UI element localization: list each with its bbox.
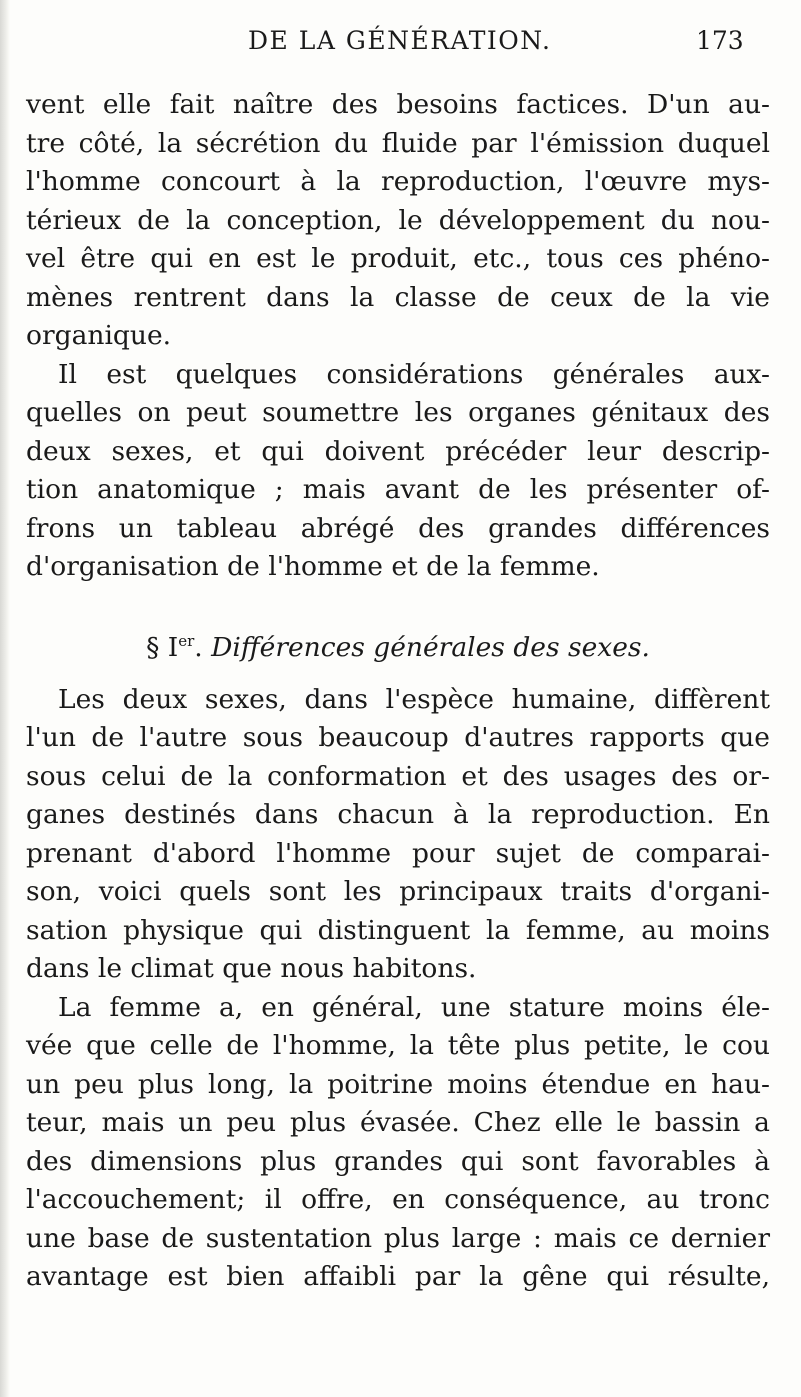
running-header xyxy=(0,20,801,80)
running-title: DE LA GÉNÉRATION. xyxy=(248,26,552,55)
section-heading xyxy=(26,615,770,667)
text-line: La femme a, en général, une stature moins éle- xyxy=(58,991,770,1023)
text-line: dans le climat que nous habitons. xyxy=(26,953,477,984)
section-number-superscript: er xyxy=(178,631,195,650)
text-line: deux sexes, et qui doivent précéder leur descrip- xyxy=(26,435,770,467)
body-text xyxy=(26,86,770,1297)
text-line: l'un de l'autre sous beaucoup d'autres rapports que xyxy=(26,722,770,753)
text-line: teur, mais un peu plus évasée. Chez elle le bassin a xyxy=(26,1107,770,1138)
text-line: frons un tableau abrégé des grandes différences xyxy=(26,512,770,544)
text-line: vel être qui en est le produit, etc., tous ces phéno- xyxy=(26,243,770,274)
paragraph-3 xyxy=(26,681,770,989)
text-line: Il est quelques considérations générales aux- xyxy=(58,358,770,390)
section-number: § I xyxy=(146,631,179,663)
text-line: organique. xyxy=(26,320,172,351)
text-line: un peu plus long, la poitrine moins étendue en hau- xyxy=(26,1068,770,1100)
paragraph-2 xyxy=(26,356,770,587)
text-line: l'homme concourt à la reproduction, l'œuvre mys- xyxy=(26,166,770,197)
page-number: 173 xyxy=(696,26,744,55)
text-line: mènes rentrent dans la classe de ceux de la vie xyxy=(26,281,770,313)
section-title: Différences générales des sexes. xyxy=(211,631,650,663)
binding-edge xyxy=(0,0,10,1397)
text-line: Les deux sexes, dans l'espèce humaine, diffèrent xyxy=(58,683,770,715)
text-line: prenant d'abord l'homme pour sujet de comparai- xyxy=(26,837,770,869)
section-separator: . xyxy=(194,631,212,663)
text-line: tre côté, la sécrétion du fluide par l'émission duquel xyxy=(26,127,770,159)
text-line: vée que celle de l'homme, la tête plus petite, le cou xyxy=(26,1030,770,1061)
text-line: une base de sustentation plus large : mais ce dernier xyxy=(26,1222,770,1254)
text-line: térieux de la conception, le développement du nou- xyxy=(26,204,770,236)
paragraph-1 xyxy=(26,86,770,356)
text-line: des dimensions plus grandes qui sont favorables à xyxy=(26,1145,770,1177)
text-line: vent elle fait naître des besoins factices. D'un au- xyxy=(26,89,770,120)
text-line: quelles on peut soumettre les organes génitaux des xyxy=(26,397,770,428)
text-line: l'accouchement; il offre, en conséquence, au tronc xyxy=(26,1184,770,1215)
text-line: tion anatomique ; mais avant de les présenter of- xyxy=(26,474,770,505)
text-line: ganes destinés dans chacun à la reproduction. En xyxy=(26,799,770,830)
paragraph-4 xyxy=(26,989,770,1297)
text-line: sous celui de la conformation et des usages des or- xyxy=(26,760,770,792)
text-line: d'organisation de l'homme et de la femme. xyxy=(26,551,600,582)
text-line: son, voici quels sont les principaux traits d'organi- xyxy=(26,876,770,907)
text-line: avantage est bien affaibli par la gêne qui résulte, xyxy=(26,1261,770,1292)
text-line: sation physique qui distinguent la femme, au moins xyxy=(26,914,770,946)
